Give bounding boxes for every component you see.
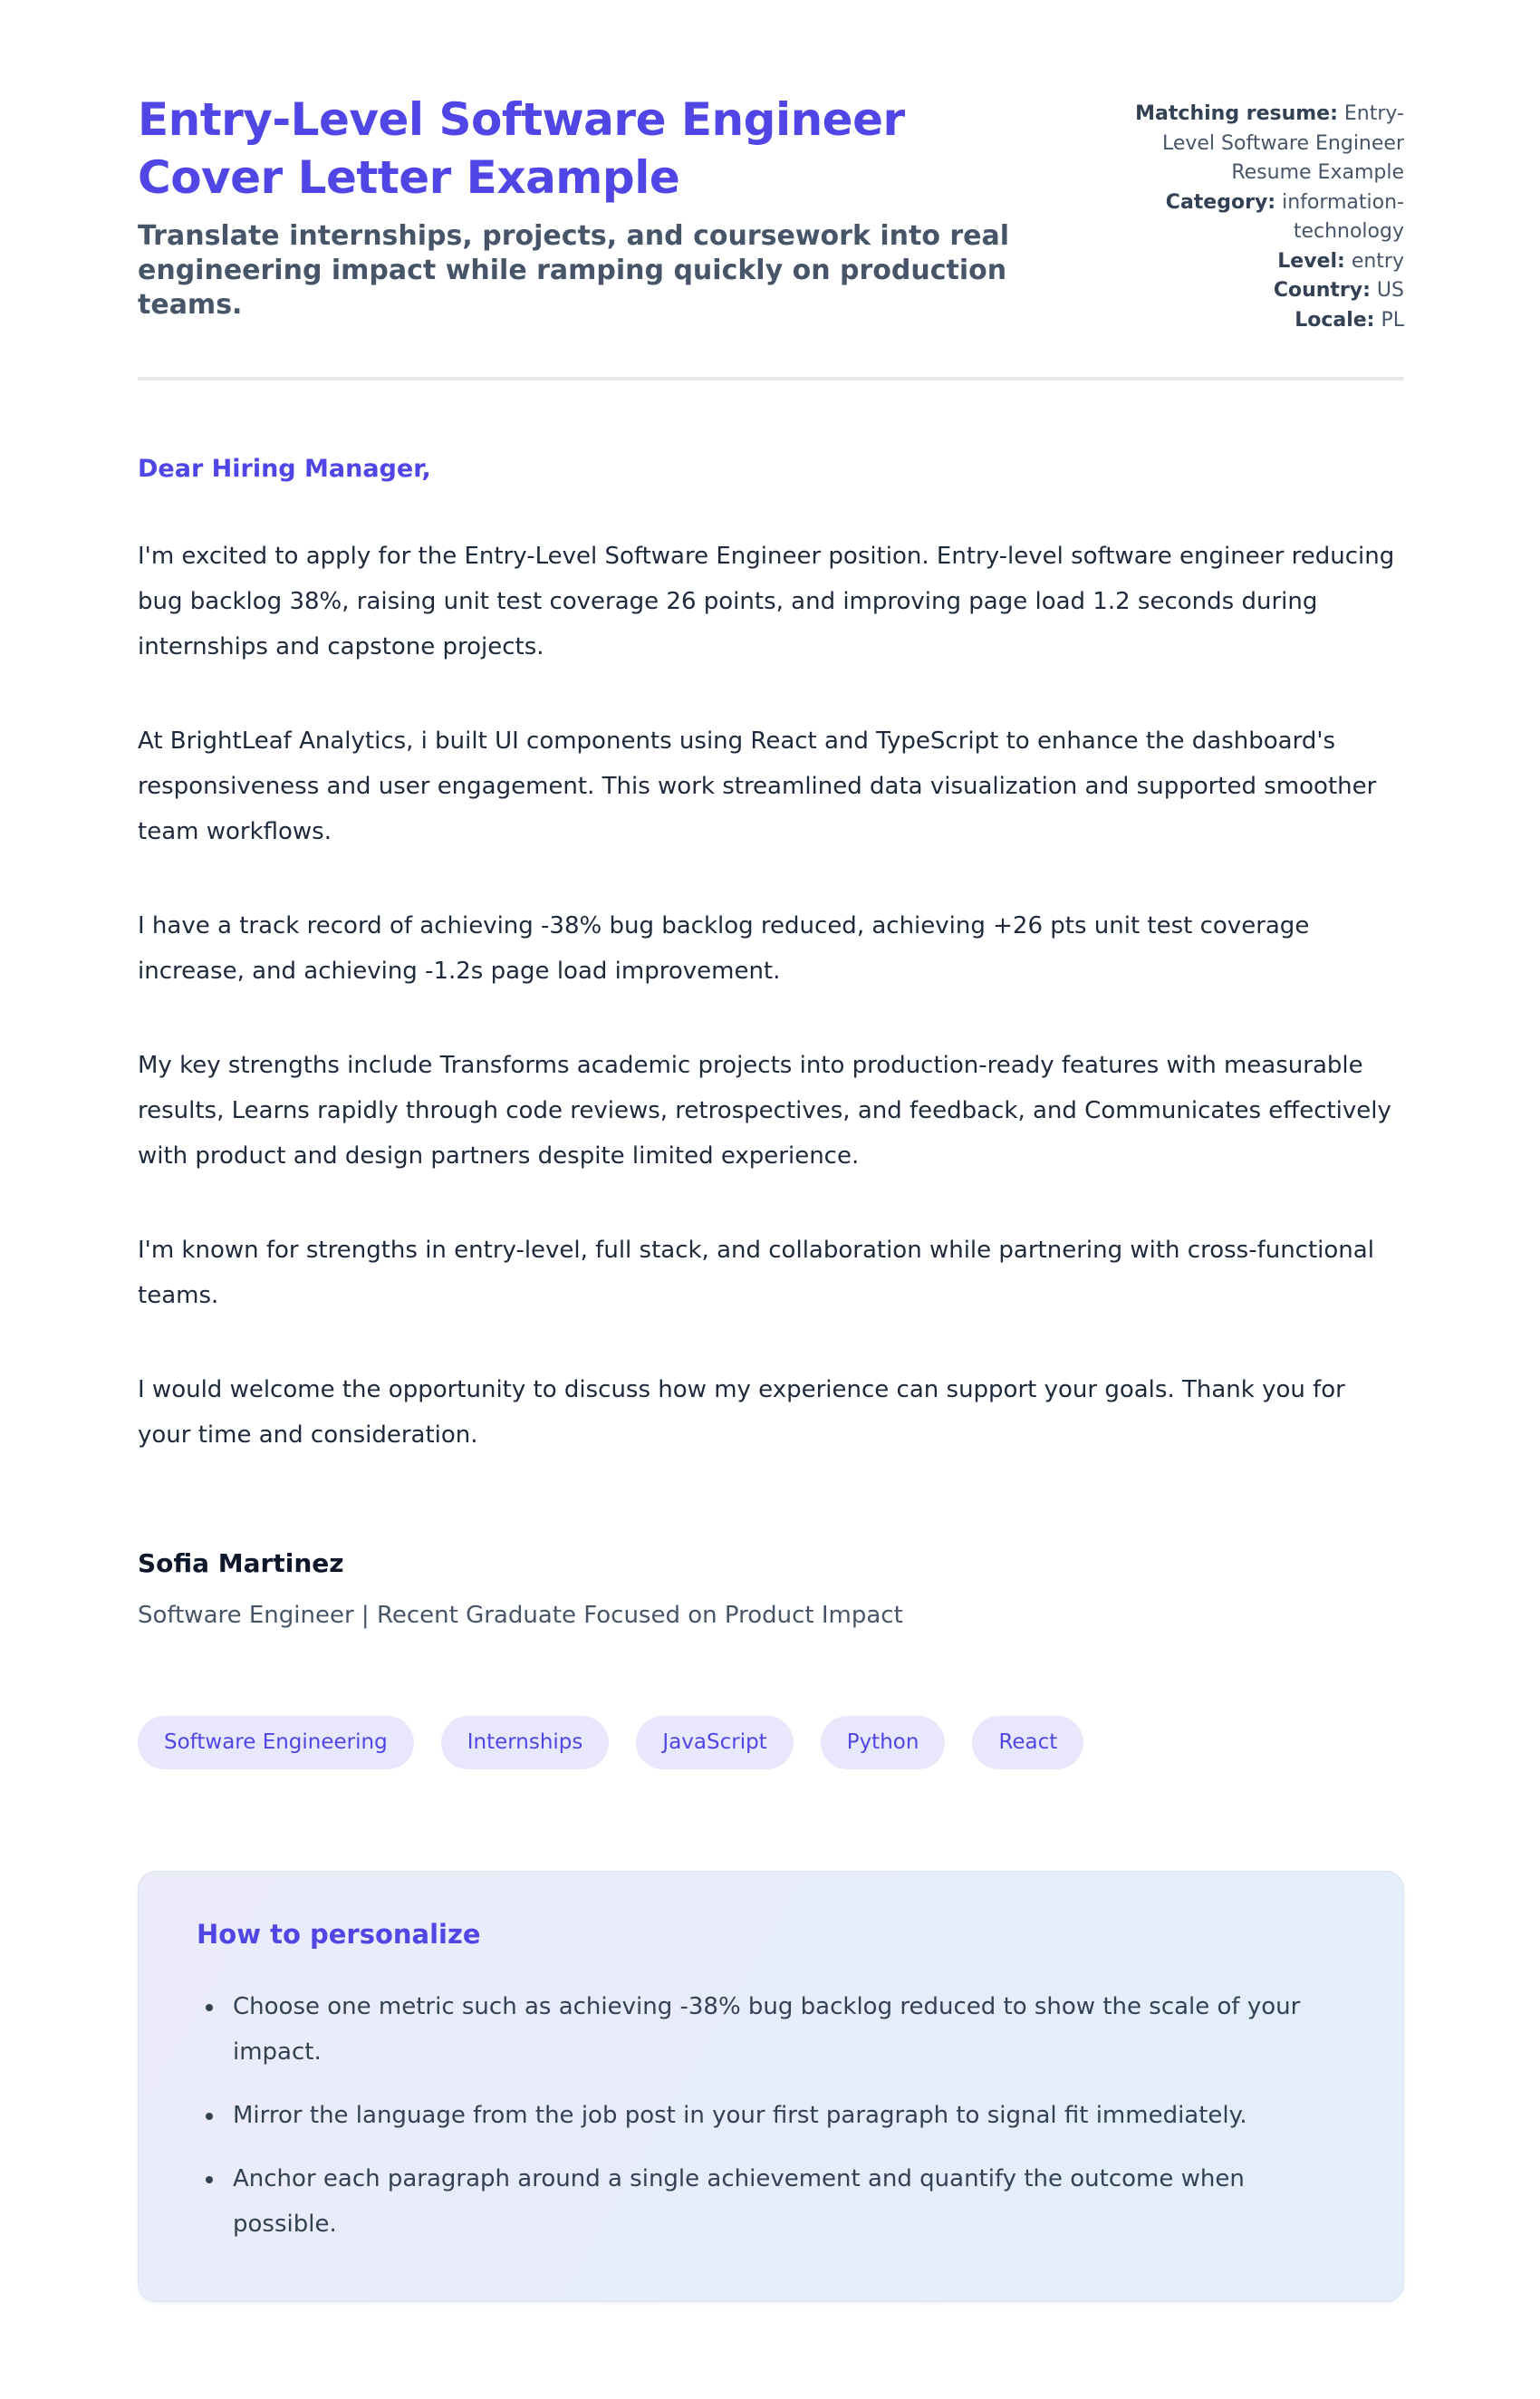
tag-list <box>138 1716 1404 1769</box>
letter-paragraph-1: I'm excited to apply for the Entry-Level Software Engineer position. Entry-level software engineer reducing bug backlog 38%, raising unit test coverage 26 points, and improving page load 1.2 seconds during internships and capstone projects. <box>138 543 1395 661</box>
tag-python[interactable]: Python <box>821 1716 946 1769</box>
meta-locale <box>1105 306 1404 336</box>
tip-item-3: • Anchor each paragraph around a single achievement and quantify the outcome when possible. <box>226 2156 1345 2247</box>
how-to-personalize-list <box>197 1984 1345 2247</box>
resume-meta-block <box>1105 91 1404 335</box>
meta-matching-resume-value: Entry-Level Software Engineer Resume Example <box>1161 102 1404 185</box>
meta-category-value: information-technology <box>1282 190 1404 244</box>
tag-react[interactable]: React <box>972 1716 1083 1769</box>
tip-item-1: • Choose one metric such as achieving -38% bug backlog reduced to show the scale of your impact. <box>226 1984 1345 2075</box>
letter-body <box>138 534 1404 1458</box>
signature-title: Software Engineer | Recent Graduate Focused on Product Impact <box>138 1602 903 1630</box>
letter-paragraph-5: I'm known for strengths in entry-level, full stack, and collaboration while partnering with cross-functional teams. <box>138 1237 1374 1310</box>
meta-level-label: Level: <box>1277 249 1345 273</box>
header-divider <box>138 377 1404 381</box>
header-title-block <box>138 91 1025 323</box>
tag-internships[interactable]: Internships <box>441 1716 610 1769</box>
meta-locale-label: Locale: <box>1295 308 1375 332</box>
letter-greeting: Dear Hiring Manager, <box>138 455 431 484</box>
page-header <box>138 91 1404 335</box>
meta-category <box>1105 188 1404 247</box>
meta-country-value: US <box>1376 279 1404 303</box>
letter-paragraph-6: I would welcome the opportunity to discuss how my experience can support your goals. Thank you for your time and consideration. <box>138 1376 1345 1450</box>
tag-javascript[interactable]: JavaScript <box>636 1716 793 1769</box>
meta-matching-resume <box>1105 100 1404 188</box>
signature-name: Sofia Martinez <box>138 1548 344 1579</box>
page-title: Entry-Level Software Engineer Cover Letter Example <box>138 93 905 204</box>
meta-level-value: entry <box>1351 249 1404 273</box>
meta-locale-value: PL <box>1381 308 1404 332</box>
letter-paragraph-2: At BrightLeaf Analytics, i built UI components using React and TypeScript to enhance the dashboard's responsiveness and user engagement. This work streamlined data visualization and supported smoother team workflows. <box>138 727 1377 846</box>
tag-software-engineering[interactable]: Software Engineering <box>138 1716 414 1769</box>
letter-paragraph-3: I have a track record of achieving -38% bug backlog reduced, achieving +26 pts unit test coverage increase, and achieving -1.2s page load improvement. <box>138 912 1310 986</box>
tip-item-2: • Mirror the language from the job post in your first paragraph to signal fit immediately. <box>226 2093 1345 2138</box>
how-to-personalize-heading: How to personalize <box>197 1919 481 1951</box>
meta-matching-resume-label: Matching resume: <box>1135 102 1338 125</box>
meta-level <box>1105 247 1404 277</box>
how-to-personalize-box <box>138 1871 1404 2302</box>
page-subtitle: Translate internships, projects, and coursework into real engineering impact while ramping quickly on production teams. <box>138 220 1010 322</box>
meta-country <box>1105 276 1404 306</box>
meta-country-label: Country: <box>1273 279 1371 303</box>
meta-category-label: Category: <box>1165 190 1276 214</box>
letter-paragraph-4: My key strengths include Transforms academic projects into production-ready features with measurable results, Learns rapidly through code reviews, retrospectives, and feedback, and Communicates effectively with product and design partners despite limited experience. <box>138 1052 1391 1171</box>
